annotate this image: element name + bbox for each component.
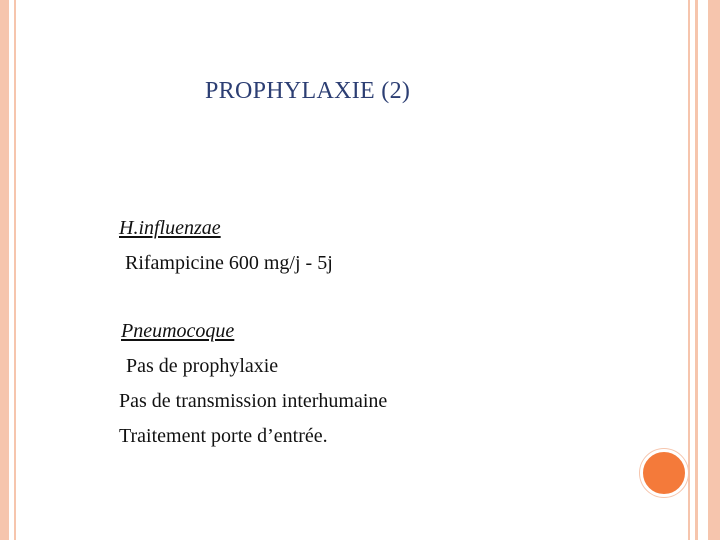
section-heading-hinfluenzae: H.influenzae — [119, 217, 221, 239]
right-frame-line — [688, 0, 690, 540]
left-frame-line — [14, 0, 16, 540]
section-line: Pas de prophylaxie — [126, 355, 279, 377]
section-line: Traitement porte d’entrée. — [119, 425, 328, 447]
right-frame-line-2 — [695, 0, 698, 540]
section-line: Rifampicine 600 mg/j - 5j — [125, 252, 333, 274]
decorative-circle-icon — [640, 449, 688, 497]
section-heading-pneumocoque: Pneumocoque — [121, 320, 235, 342]
left-frame-border — [0, 0, 9, 540]
slide-title: PROPHYLAXIE (2) — [205, 78, 411, 104]
right-frame-border — [708, 0, 720, 540]
section-line: Pas de transmission interhumaine — [119, 390, 388, 412]
